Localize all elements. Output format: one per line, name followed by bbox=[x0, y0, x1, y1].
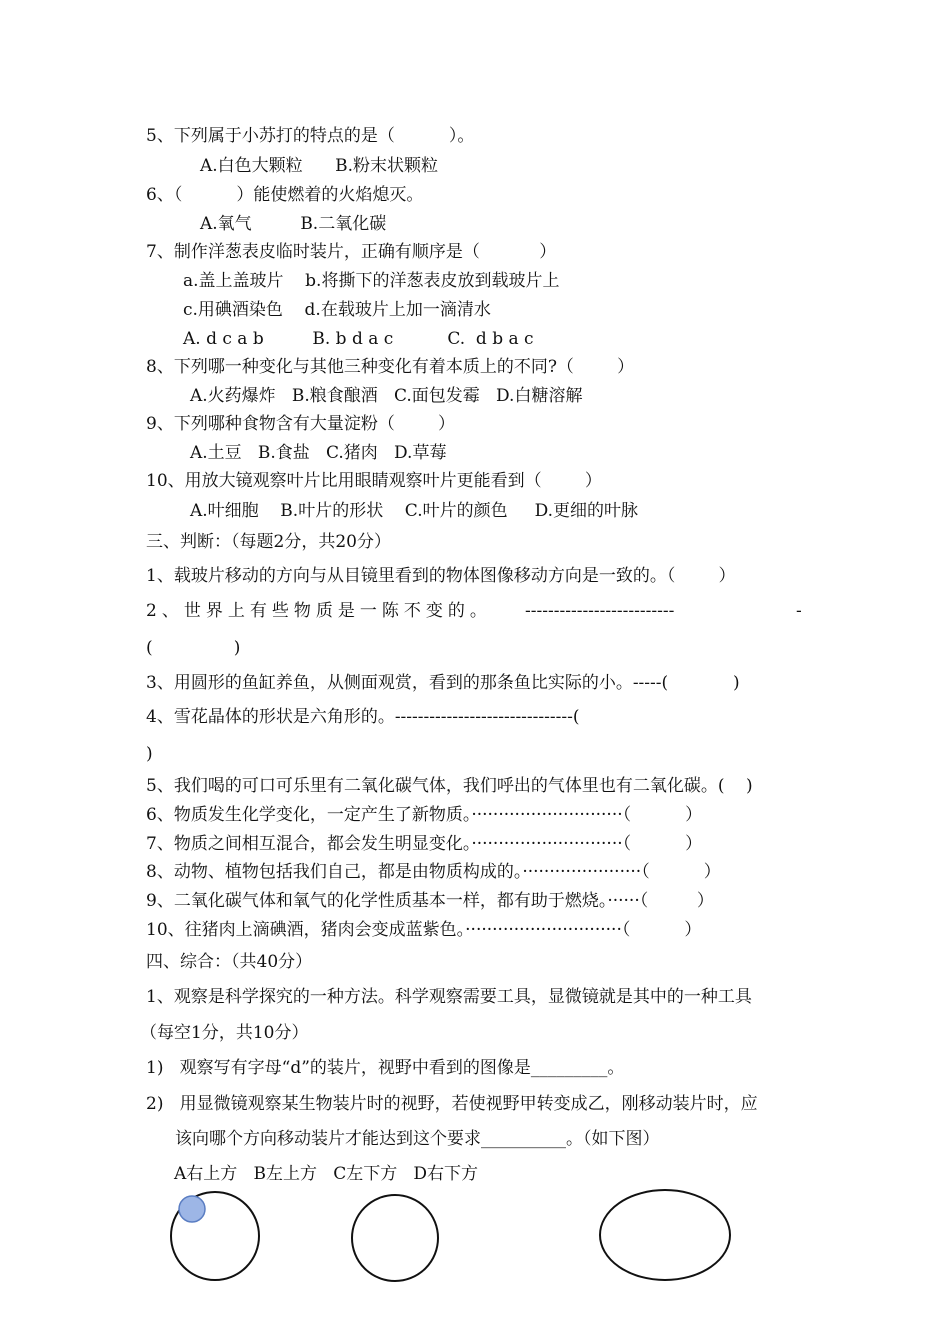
judge-10: 10、往猪肉上滴碘酒，猪肉会变成蓝紫色。·····························（ ） bbox=[146, 920, 702, 940]
comprehensive-q1-sub1: 1) 观察写有字母“d”的装片，视野中看到的图像是_________。 bbox=[146, 1058, 625, 1078]
question-7-options: A. d c a b B. b d a c C. d b a c bbox=[183, 329, 534, 349]
judgement-heading: 三、判断：（每题2分，共20分） bbox=[146, 532, 391, 552]
question-8: 8、下列哪一种变化与其他三种变化有着本质上的不同?（ ） bbox=[146, 357, 635, 377]
question-7-step-cd: c.用碘酒染色 d.在载玻片上加一滴清水 bbox=[183, 300, 491, 320]
question-5-options: A.白色大颗粒 B.粉末状颗粒 bbox=[200, 156, 438, 176]
question-6: 6、（ ）能使燃着的火焰熄灭。 bbox=[146, 185, 424, 205]
question-10-options: A.叶细胞 B.叶片的形状 C.叶片的颜色 D.更细的叶脉 bbox=[190, 501, 639, 521]
question-10: 10、用放大镜观察叶片比用眼睛观察叶片更能看到（ ） bbox=[146, 471, 602, 491]
judge-9: 9、二氧化碳气体和氧气的化学性质基本一样，都有助于燃烧。······（ ） bbox=[146, 891, 714, 911]
specimen-dot bbox=[179, 1196, 205, 1222]
question-8-options: A.火药爆炸 B.粮食酿酒 C.面包发霉 D.白糖溶解 bbox=[190, 386, 583, 406]
judge-3: 3、用圆形的鱼缸养鱼，从侧面观赏，看到的那条鱼比实际的小。-----( ) bbox=[146, 673, 740, 693]
comprehensive-q1-score: （每空1分，共10分） bbox=[140, 1023, 309, 1043]
comprehensive-q1: 1、观察是科学探究的一种方法。科学观察需要工具，显微镜就是其中的一种工具 bbox=[146, 987, 752, 1007]
judge-2-dashes: -------------------------- bbox=[525, 601, 675, 621]
judge-7: 7、物质之间相互混合，都会发生明显变化。····························（ ） bbox=[146, 834, 703, 854]
question-5: 5、下列属于小苏打的特点的是（ ）。 bbox=[146, 126, 475, 146]
judge-8: 8、动物、植物包括我们自己，都是由物质构成的。······················（ ） bbox=[146, 862, 721, 882]
question-9: 9、下列哪种食物含有大量淀粉（ ） bbox=[146, 414, 456, 434]
judge-4-close-paren: ) bbox=[146, 744, 153, 764]
comprehensive-heading: 四、综合：（共40分） bbox=[146, 952, 313, 972]
judge-2-dash-tail: - bbox=[796, 601, 802, 621]
comprehensive-q1-sub2-options: A右上方 B左上方 C左下方 D右下方 bbox=[174, 1164, 479, 1184]
judge-4: 4、雪花晶体的形状是六角形的。-------------------------------( bbox=[146, 707, 580, 727]
judge-2: 2、世界上有些物质是一陈不变的。 bbox=[146, 601, 492, 621]
judge-6: 6、物质发生化学变化，一定产生了新物质。····························（ ） bbox=[146, 805, 703, 825]
question-7-step-ab: a.盖上盖玻片 b.将撕下的洋葱表皮放到载玻片上 bbox=[183, 271, 560, 291]
field-of-view-b bbox=[352, 1195, 438, 1281]
field-of-view-a bbox=[171, 1192, 259, 1280]
question-6-options: A.氧气 B.二氧化碳 bbox=[200, 214, 387, 234]
question-9-options: A.土豆 B.食盐 C.猪肉 D.草莓 bbox=[190, 443, 447, 463]
judge-2-answer-paren: ( ) bbox=[146, 638, 241, 658]
question-7: 7、制作洋葱表皮临时装片，正确有顺序是（ ） bbox=[146, 242, 557, 262]
judge-1: 1、载玻片移动的方向与从目镜里看到的物体图像移动方向是一致的。（ ） bbox=[146, 566, 736, 586]
field-of-view-c bbox=[600, 1190, 730, 1280]
judge-5: 5、我们喝的可口可乐里有二氧化碳气体，我们呼出的气体里也有二氧化碳。( ) bbox=[146, 776, 753, 796]
comprehensive-q1-sub2-cont: 该向哪个方向移动装片才能达到这个要求__________。（如下图） bbox=[175, 1129, 660, 1149]
comprehensive-q1-sub2: 2) 用显微镜观察某生物装片时的视野，若使视野甲转变成乙，刚移动装片时，应 bbox=[146, 1094, 758, 1114]
